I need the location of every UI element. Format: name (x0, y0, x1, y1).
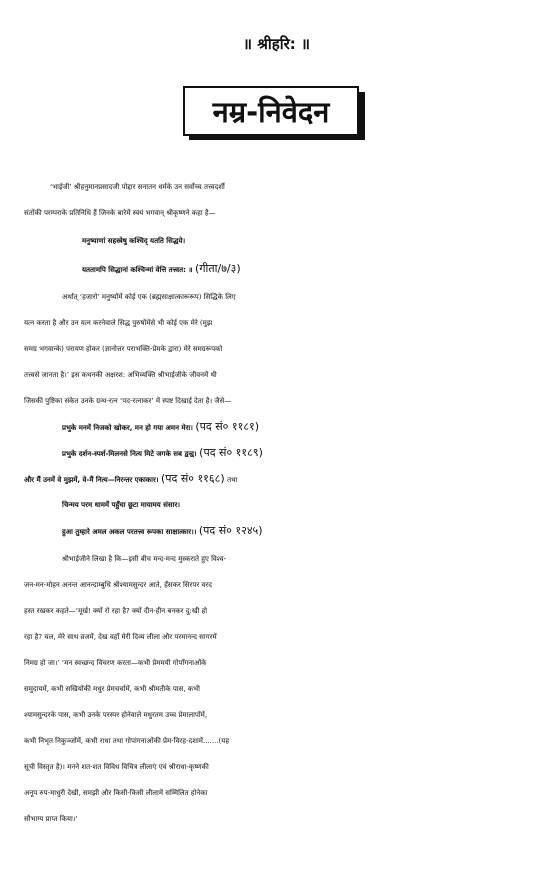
page-title: नम्र-निवेदन (183, 86, 359, 136)
paragraph-line: सूची विस्तृत है)। मनने शत-शत विविध विचित्र लीलाएं एवं श्रीराधा-कृष्णकी (24, 763, 209, 771)
verse-line: मनुष्याणां सहस्त्रेषु कश्चिद् यतति सिद्धये। (82, 237, 186, 245)
paragraph-line: निमग्र हो जा।’ ‘मन स्वच्छन्द विचरण करता—कभी प्रेममयी गोपाँगनाओंके (24, 659, 207, 667)
paragraph-line: जन-मन-मोहन अनन्त आनन्दाम्बुधि श्रीश्यामसुन्दर आते, हँसकर सिरपर वरद (24, 581, 212, 589)
verse-line: और मैं उनमें वे मुझमें, वे-मैं नित्य—निरन्तर एकाकार। (पद सं० ११६८) तथा (24, 472, 238, 485)
paragraph-line: जिसकी पुष्टिका संकेत उनके ग्रन्थ-रत्न ‘पद-रत्नाकर’ में स्पष्ट दिखाई देता है। जैसे— (24, 397, 232, 405)
verse-line: यततामपि सिद्धानां कश्चिन्मां वेत्ति तत्त्वत: ॥ (गीता/७/३) (82, 262, 241, 275)
paragraph-line: यत्न करता है और उन यत्न करनेवाले सिद्ध पुरुषोंमेंसे भी कोई एक मेरे (मुझ (24, 319, 213, 327)
verse-line: प्रभुके दर्शन-स्पर्श-मिलनसे नित्य मिटे जगके सब द्वन्द्व। (पद सं० ११८९) (62, 446, 263, 459)
verse-reference: (पद सं० ११८९) (199, 446, 263, 459)
verse-reference: (पद सं० ११६८) (160, 472, 225, 485)
verse-reference: (पद सं० ११८१) (195, 420, 260, 433)
verse-line: चिन्मय परम धाममें पहुँचा छूटा मायामय संसार। (62, 501, 180, 509)
verse-reference: (पद सं० १२४५) (198, 524, 263, 537)
invocation-heading: ॥ श्रीहरि: ॥ (243, 35, 310, 53)
paragraph-line: हस्त रखकर कहते—‘मूर्ख! क्यों रो रहा है? क्यों दीन-हीन बनकर दु:खी हो (24, 607, 208, 615)
paragraph-line: कभी निभृत निकुञ्जोंमें, कभी राधा तथा गोपांगनाओंकी प्रेम-विरह-दशामें.......(यह (24, 737, 230, 745)
paragraph-line: ‘भाईजी’ श्रीहनुमानप्रसादजी पोद्दार सनातन धर्मके उन सर्वोच्च तत्त्वदर्शी (50, 183, 225, 191)
paragraph-line: समुदायमें, कभी सखियोंकी मधुर प्रेमचर्चामें, कभी श्रीमतीके पास, कभी (24, 685, 200, 693)
paragraph-line: समग्र भगवान्के) परायण होकर (ज्ञानोत्तर पराभक्ति-प्रेमके द्वारा) मेरे समग्ररूपको (24, 345, 223, 353)
paragraph-line: अनूप रुप-माधुरी देखी, समझी और किसी-किसी लीलामें सम्मिलित होनेका (24, 789, 208, 797)
paragraph-line: संतोंकी परम्पराके प्रतिनिधि हैं जिनके बारेमें स्वयं भगवान् श्रीकृष्णने कहा है— (24, 209, 216, 217)
paragraph-line: श्यामसुन्दरके पास, कभी उनके परस्पर होनेवाले मधुरतम उच्च प्रेमालापोंमें, (24, 711, 208, 719)
paragraph-line: अर्थात् ‘हजारो’ मनुष्योंमें कोई एक (ब्रह्मसाक्षात्कारूरूप) सिद्धिके लिए (62, 293, 236, 301)
verse-line: प्रभुके मनमें निजको खोकर, मन हो गया अमन मेरा। (पद सं० ११८१) (62, 420, 260, 433)
paragraph-line: तत्त्वसे जानता है।’ इस कथनकी अक्षरश: अभिव्यक्ति श्रीभाईजीके जीवनमें थी (24, 371, 217, 379)
paragraph-line: सौभाग्य प्राप्त किया।’ (24, 815, 78, 823)
verse-reference: (गीता/७/३) (195, 262, 241, 275)
paragraph-line: रहा है? चल, मेरे साथ व्रजमें, देख वहाँ मेरी दिव्य लीला और परमानन्द सागरमें (24, 633, 217, 641)
verse-line: हुआ तुम्हारे अमल अकल परतत्त्व रूपका साक्षात्कार।। (पद सं० १२४५) (62, 524, 263, 537)
paragraph-line: श्रीभाईजीने लिखा है कि—इसी बीच मन्द-मन्द मुस्कराते हुए विश्व- (62, 555, 227, 563)
title-box (183, 86, 373, 146)
